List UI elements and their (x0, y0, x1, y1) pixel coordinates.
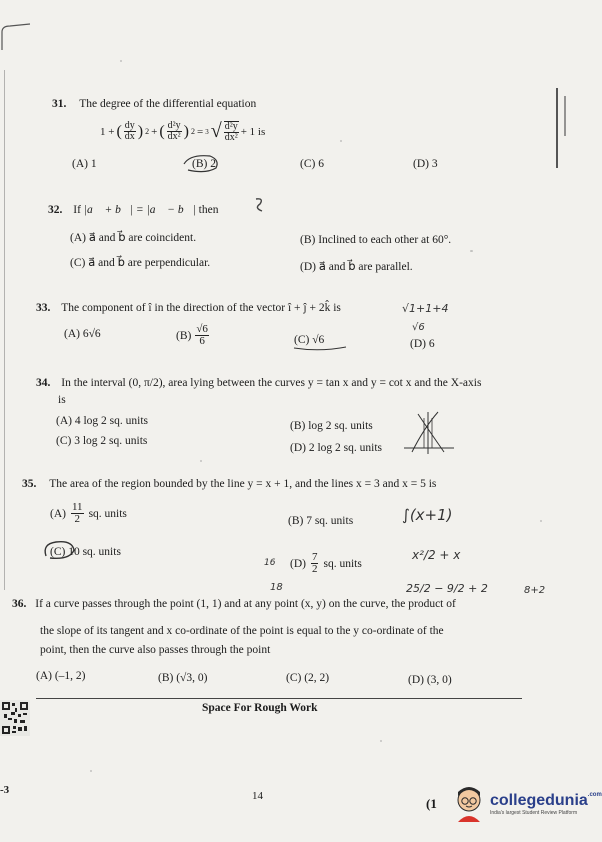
option-c[interactable]: (C) 3 log 2 sq. units (56, 435, 148, 447)
question-text-line3: point, then the curve also passes through the point (40, 644, 271, 656)
page-code: -3 (0, 784, 10, 796)
handwritten-underline (292, 344, 348, 352)
handwritten-note: √6 (412, 322, 425, 333)
margin-line (556, 88, 558, 168)
scan-speck (380, 740, 382, 742)
handwritten-note: 8+2 (524, 585, 546, 596)
handwritten-note: √1+1+4 (402, 302, 449, 315)
fraction-numerator: √6 (196, 323, 208, 335)
qr-code-icon (0, 700, 30, 736)
corner-mark (0, 22, 40, 52)
question-text: If (73, 204, 81, 216)
option-d[interactable]: (D) 3 (413, 158, 438, 170)
option-c[interactable]: (C) 10 sq. units (50, 546, 121, 558)
scan-speck (340, 140, 342, 142)
question-text: The component of î in the direction of the vector î + ĵ + 2k̂ is (61, 302, 341, 314)
rough-work-label: Space For Rough Work (202, 702, 318, 714)
scan-speck (90, 770, 92, 772)
handwritten-note: 16 (264, 558, 276, 568)
option-d[interactable] (290, 552, 362, 575)
question-text-line2: is (58, 394, 66, 406)
question-text-suffix: then (198, 204, 219, 216)
question-text: The area of the region bounded by the line y = x + 1, and the lines x = 3 and x = 5 is (49, 478, 437, 490)
question-text: In the interval (0, π/2), area lying between the curves y = tan x and y = cot x and the X-axis (61, 377, 482, 389)
question-text: The degree of the differential equation (79, 98, 257, 110)
option-b[interactable] (176, 324, 209, 347)
scan-speck (200, 460, 202, 462)
option-b[interactable]: (B) Inclined to each other at 60°. (300, 234, 452, 246)
option-a[interactable]: (A) 6√6 (64, 328, 101, 340)
option-c[interactable]: (C) √6 (294, 334, 325, 346)
option-d[interactable]: (D) (3, 0) (408, 674, 452, 686)
handwritten-graph (398, 408, 458, 458)
question-33 (36, 302, 341, 314)
question-text: If a curve passes through the point (1, 1) and at any point (x, y) on the curve, the product of (35, 598, 456, 610)
scan-speck (120, 60, 122, 62)
question-34 (36, 377, 481, 389)
page-bracket: (1 (426, 796, 437, 811)
fraction-denominator: 6 (199, 335, 205, 347)
question-text-line2: the slope of its tangent and x co-ordinate of the point is equal to the y co-ordinate of the (40, 625, 444, 637)
option-d[interactable]: (D) 2 log 2 sq. units (290, 442, 382, 454)
logo-suffix: .com (587, 792, 602, 798)
handwritten-note: 25/2 − 9/2 + 2 (406, 582, 488, 595)
question-number: 31. (52, 98, 67, 110)
option-a[interactable] (50, 502, 127, 525)
scan-speck (470, 250, 473, 252)
handwritten-circle (180, 152, 222, 174)
logo-name: collegedunia (490, 792, 588, 809)
margin-line (4, 70, 5, 590)
fraction-numerator: 7 (311, 551, 318, 563)
option-label: (A) (50, 507, 66, 520)
option-a[interactable]: (A) (–1, 2) (36, 670, 86, 682)
equation: 1 + ( $\frac{dy}{dx}$ ) 2 + ( $\frac{\text{d²y}}{\text{dx²}}$ ) 2 = 3 √ $\frac{\text{d²y}}{\text{dx²}}$ + 1 is (100, 120, 266, 143)
question-32: 32. If |a⃗ + b⃗| = |a⃗ − b⃗| then (48, 204, 219, 216)
equation-tail: + 1 is (240, 125, 266, 138)
option-b[interactable]: (B) 2 (192, 158, 216, 170)
option-a[interactable]: (A) 4 log 2 sq. units (56, 415, 148, 427)
question-36 (12, 598, 456, 610)
option-c[interactable]: (C) 6 (300, 158, 324, 170)
page-number: 14 (252, 790, 263, 802)
logo-tagline: India's largest Student Review Platform (490, 810, 578, 816)
option-unit: sq. units (323, 557, 362, 570)
handwritten-circle (40, 538, 80, 562)
handwritten-note: x²/2 + x (412, 548, 461, 562)
option-b[interactable]: (B) log 2 sq. units (290, 420, 373, 432)
question-number: 34. (36, 377, 51, 389)
fraction-numerator: 11 (71, 501, 83, 513)
question-number: 35. (22, 478, 37, 490)
option-b[interactable]: (B) 7 sq. units (288, 515, 354, 527)
collegedunia-logo (452, 784, 602, 824)
option-label: (B) (176, 329, 192, 342)
question-number: 32. (48, 204, 63, 216)
margin-line (564, 96, 566, 136)
student-mascot-icon (452, 784, 486, 824)
option-unit: sq. units (88, 507, 127, 520)
rough-work-rule (36, 698, 522, 699)
option-a[interactable]: (A) a⃗ and b⃗ are coincident. (70, 232, 197, 244)
option-c[interactable]: (C) (2, 2) (286, 672, 330, 684)
question-number: 36. (12, 598, 27, 610)
option-a[interactable]: (A) 1 (72, 158, 97, 170)
scan-speck (540, 520, 542, 522)
handwritten-scribble (250, 196, 270, 214)
option-label: (D) (290, 557, 306, 570)
option-b[interactable]: (B) (√3, 0) (158, 672, 208, 684)
option-d[interactable]: (D) 6 (410, 338, 435, 350)
question-35 (22, 478, 436, 490)
handwritten-note: 18 (270, 582, 283, 593)
fraction-denominator: 2 (311, 563, 318, 575)
fraction-denominator: 2 (74, 513, 81, 525)
handwritten-note: ∫(x+1) (402, 506, 453, 524)
option-c[interactable]: (C) a⃗ and b⃗ are perpendicular. (70, 257, 211, 269)
option-d[interactable]: (D) a⃗ and b⃗ are parallel. (300, 261, 413, 273)
question-number: 33. (36, 302, 51, 314)
question-31 (52, 98, 256, 110)
